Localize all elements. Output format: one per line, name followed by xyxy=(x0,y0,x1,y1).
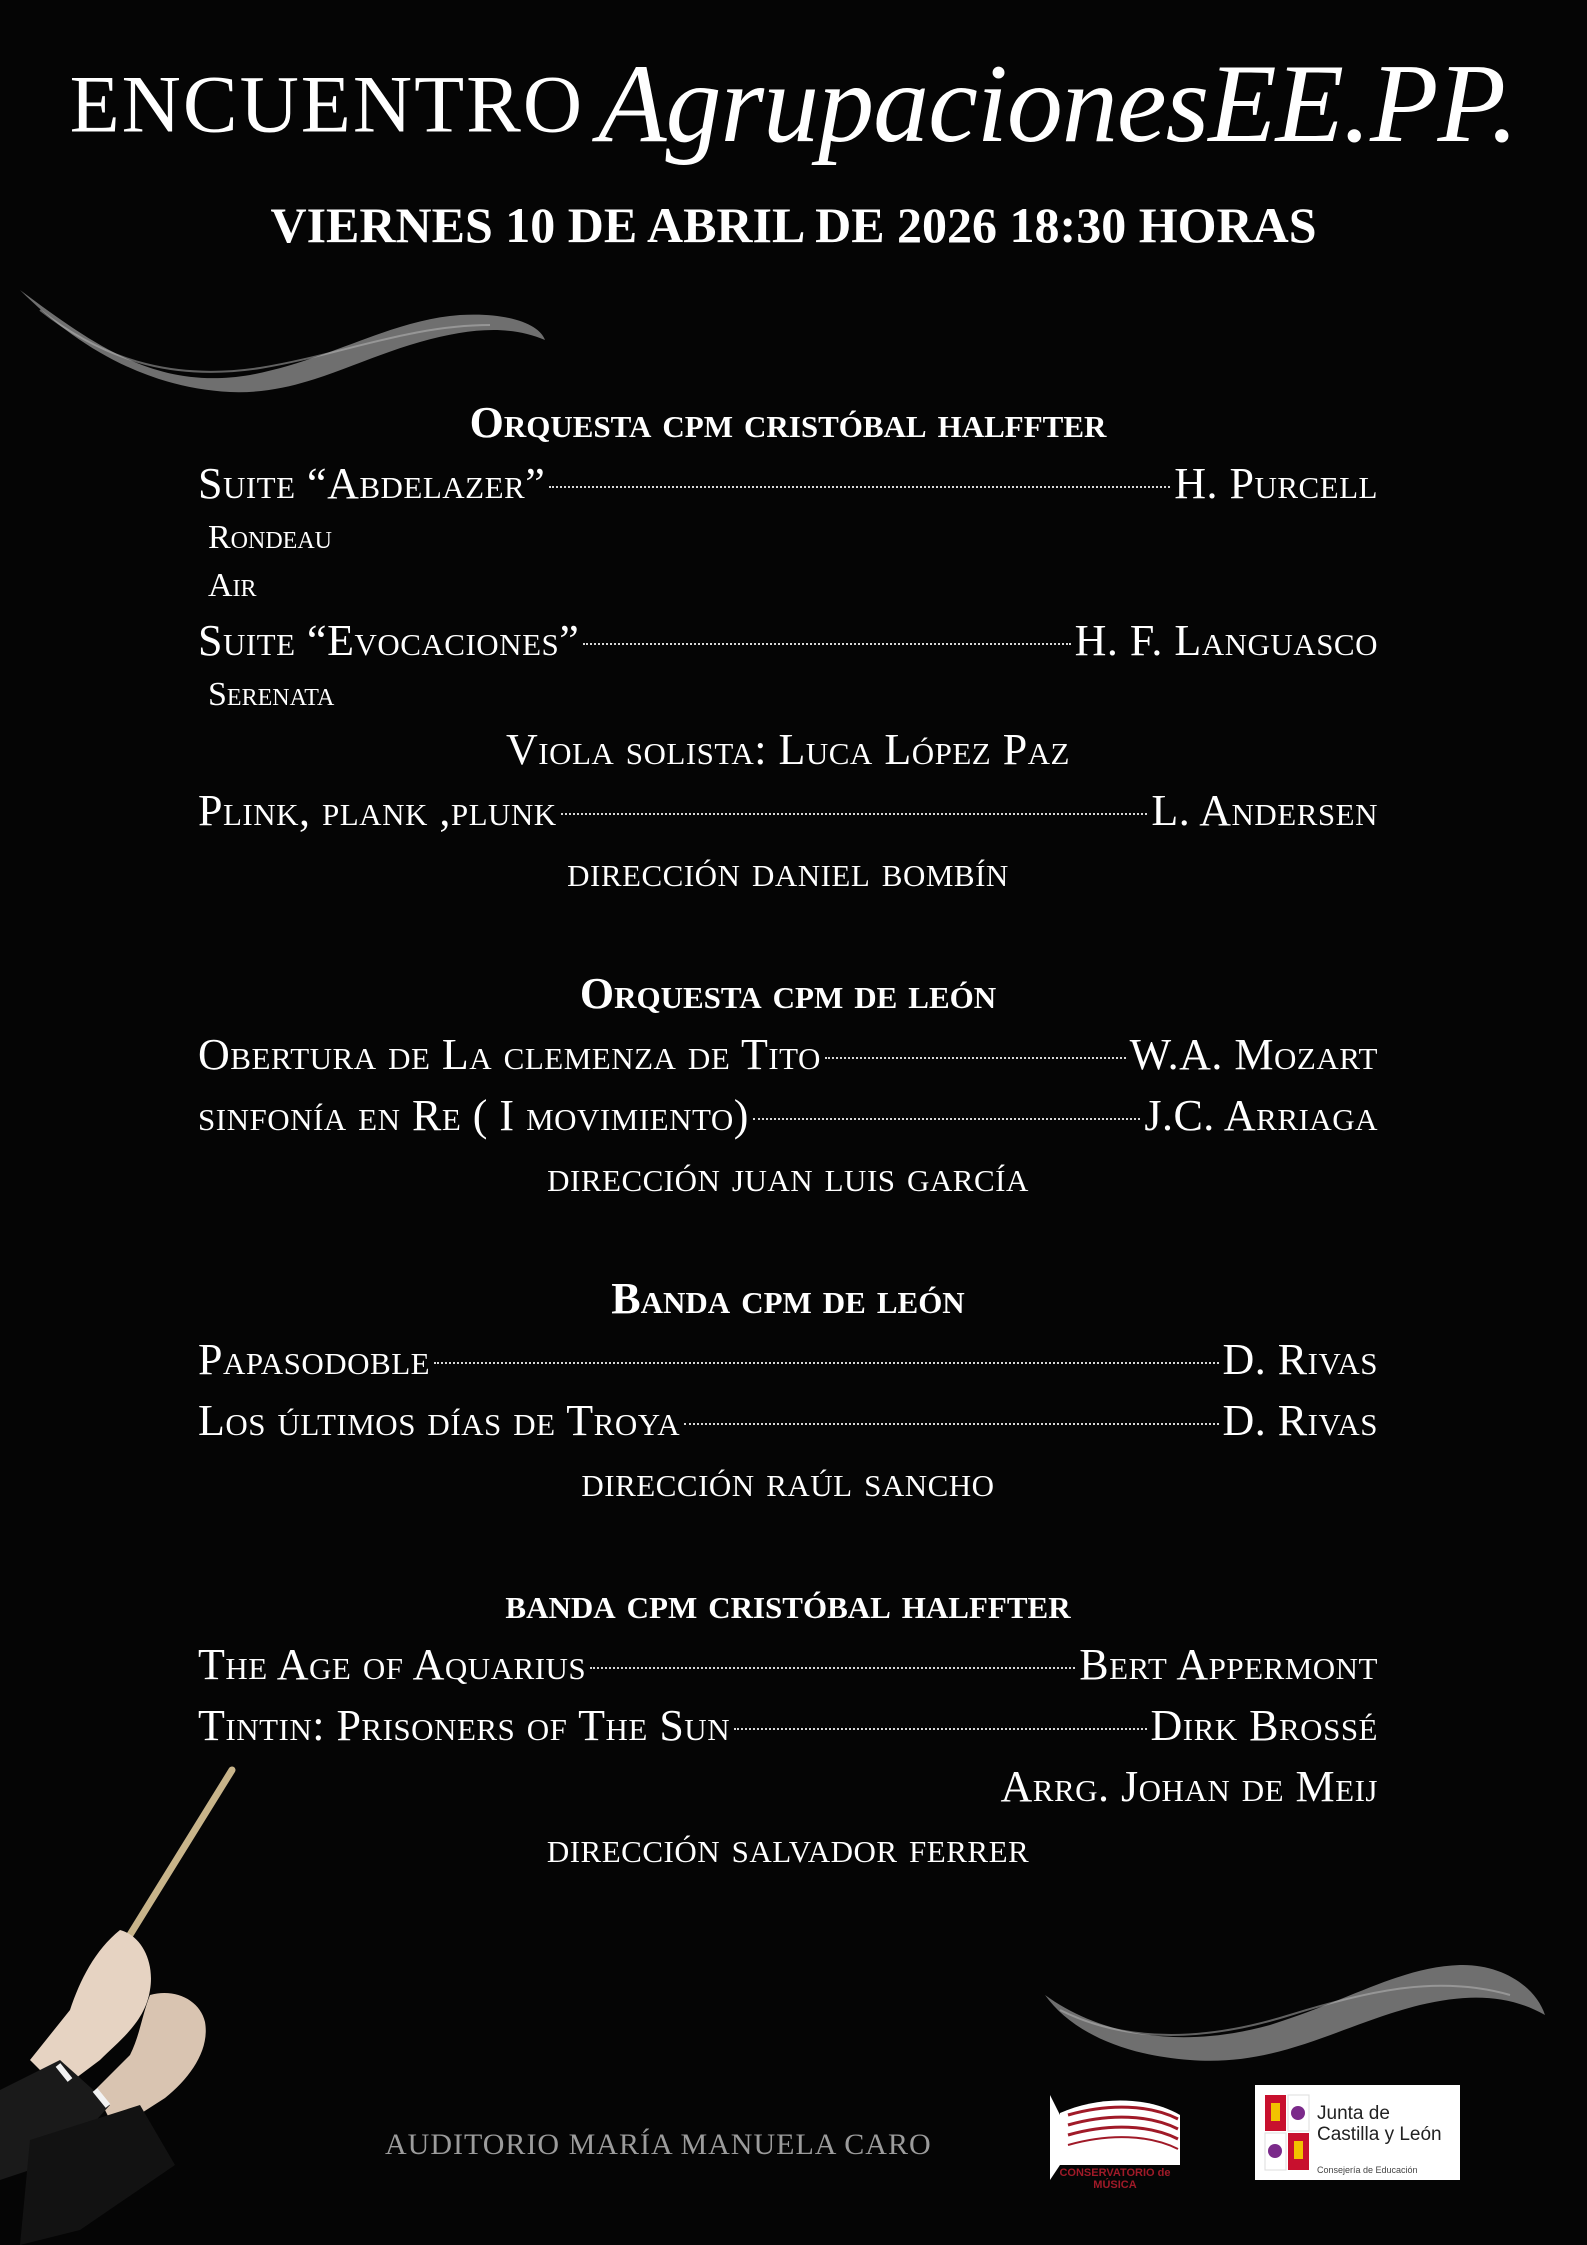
piece-title: Tintin: Prisoners of The Sun xyxy=(198,1701,731,1750)
piece-title: Suite “Abdelazer” xyxy=(198,459,546,508)
conductor-hand-icon xyxy=(0,1760,280,2245)
brush-swoosh-bottom xyxy=(1040,1955,1550,2075)
movement-name: Air xyxy=(208,567,257,604)
poster-title xyxy=(0,40,1587,169)
conservatorio-logo-text: CONSERVATORIO de MÚSICA xyxy=(1059,2167,1171,2191)
program-piece xyxy=(198,1634,1378,1695)
section-gap xyxy=(198,1207,1378,1268)
composer-name: L. Andersen xyxy=(1151,786,1378,835)
dot-leader xyxy=(734,1728,1146,1730)
dot-leader xyxy=(590,1667,1075,1669)
piece-title: Papasodoble xyxy=(198,1335,431,1384)
ensemble-title: Banda cpm de león xyxy=(611,1274,965,1323)
composer-name: H. F. Languasco xyxy=(1074,616,1378,665)
movement-name: Serenata xyxy=(208,676,335,713)
coat-of-arms-icon xyxy=(1263,2093,1311,2172)
program-piece xyxy=(198,780,1378,841)
program-piece xyxy=(198,610,1378,671)
piece-title: sinfonía en Re ( I movimiento) xyxy=(198,1091,749,1140)
composer-name: D. Rivas xyxy=(1222,1335,1378,1384)
piece-title: The Age of Aquarius xyxy=(198,1640,587,1689)
conservatorio-logo xyxy=(1040,2085,1190,2200)
venue-name: AUDITORIO MARÍA MANUELA CARO xyxy=(385,2128,932,2161)
piece-title: Los últimos días de Troya xyxy=(198,1396,681,1445)
section-gap xyxy=(198,902,1378,963)
dot-leader xyxy=(684,1423,1218,1425)
credit-line: dirección salvador ferrer xyxy=(546,1823,1030,1872)
title-main: ENCUENTRO xyxy=(69,58,585,150)
composer-name: W.A. Mozart xyxy=(1129,1030,1378,1079)
concert-program xyxy=(198,392,1378,1878)
composer-name: Bert Appermont xyxy=(1079,1640,1378,1689)
movement-name: Rondeau xyxy=(208,519,332,556)
program-piece xyxy=(198,1085,1378,1146)
program-piece xyxy=(198,1024,1378,1085)
program-piece xyxy=(198,1329,1378,1390)
composer-name: Dirk Brossé xyxy=(1150,1701,1378,1750)
piece-title: Plink, plank ,plunk xyxy=(198,786,557,835)
credit-line: dirección raúl sancho xyxy=(581,1457,995,1506)
piece-title: Obertura de La clemenza de Tito xyxy=(198,1030,821,1079)
brush-swoosh-top xyxy=(10,280,550,400)
composer-name: J.C. Arriaga xyxy=(1144,1091,1378,1140)
arranger-credit: Arrg. Johan de Meij xyxy=(1000,1762,1378,1811)
program-piece xyxy=(198,1695,1378,1756)
composer-name: D. Rivas xyxy=(1222,1396,1378,1445)
dot-leader xyxy=(825,1057,1126,1059)
junta-logo-text: Junta de Castilla y León xyxy=(1317,2103,1442,2145)
program-piece xyxy=(198,453,1378,514)
ensemble-title: banda cpm cristóbal halffter xyxy=(505,1579,1071,1628)
piece-title: Suite “Evocaciones” xyxy=(198,616,580,665)
ensemble-title: Orquesta cpm cristóbal halffter xyxy=(469,398,1107,447)
credit-line: dirección daniel bombín xyxy=(567,847,1009,896)
ensemble-title: Orquesta cpm de león xyxy=(579,969,997,1018)
dot-leader xyxy=(434,1362,1218,1364)
dot-leader xyxy=(753,1118,1140,1120)
program-piece xyxy=(198,1390,1378,1451)
dot-leader xyxy=(561,813,1148,815)
section-gap xyxy=(198,1512,1378,1573)
title-script: AgrupacionesEE.PP. xyxy=(598,42,1518,166)
credit-line: dirección juan luis garcía xyxy=(547,1152,1029,1201)
event-date: VIERNES 10 DE ABRIL DE 2026 18:30 HORAS xyxy=(270,197,1317,253)
junta-castilla-leon-logo xyxy=(1255,2085,1460,2180)
composer-name: H. Purcell xyxy=(1174,459,1378,508)
dot-leader xyxy=(583,643,1070,645)
credit-line: Viola solista: Luca López Paz xyxy=(505,725,1070,774)
dot-leader xyxy=(549,486,1170,488)
junta-logo-subtitle: Consejería de Educación xyxy=(1317,2165,1418,2175)
